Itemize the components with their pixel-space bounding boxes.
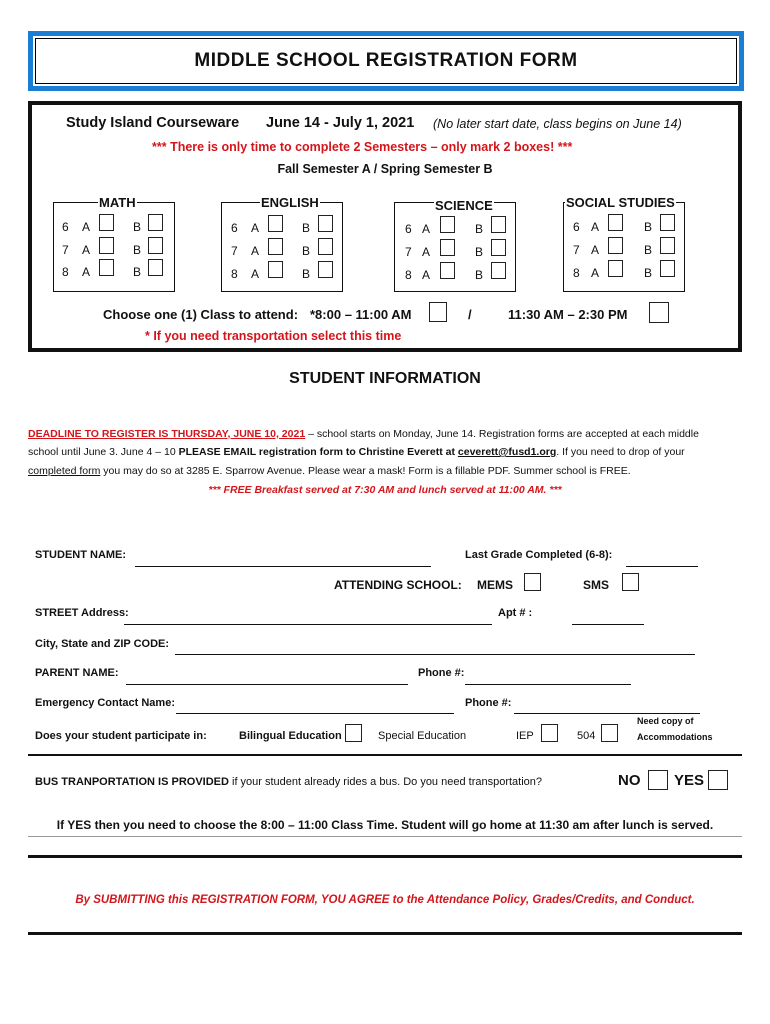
divider-thick-2 — [28, 932, 742, 935]
grade-label: 8 — [231, 267, 238, 281]
if-yes-note: If YES then you need to choose the 8:00 – 11:00 Class Time. Student will go home at 11:30 am after lunch is served. — [56, 818, 714, 832]
iep-label: IEP — [516, 730, 534, 742]
apt-label: Apt # : — [498, 607, 533, 619]
agreement-text: By SUBMITTING this REGISTRATION FORM, YOU AGREE to the Attendance Policy, Grades/Credits, and Conduct. — [75, 894, 695, 906]
bus-question: if your student already rides a bus. Do you need transportation? — [228, 776, 543, 788]
math-8b-checkbox[interactable] — [148, 259, 163, 276]
social-studies-title: SOCIAL STUDIES — [566, 195, 675, 210]
special-ed-label: Special Education — [378, 730, 467, 742]
info-text-2-end: . If you need to drop of your — [556, 446, 685, 458]
city-label: City, State and ZIP CODE: — [35, 638, 170, 650]
attending-school-label: ATTENDING SCHOOL: — [334, 578, 462, 592]
science-8b-checkbox[interactable] — [491, 262, 506, 279]
social-7b-checkbox[interactable] — [660, 237, 675, 254]
social-6b-checkbox[interactable] — [660, 214, 675, 231]
sem-a-label: A — [422, 222, 431, 236]
sem-b-label: B — [644, 266, 653, 280]
time-option-1-label: *8:00 – 11:00 AM — [310, 307, 412, 322]
course-name: Study Island Courseware — [66, 115, 240, 131]
info-text-3: you may do so at 3285 E. Sparrow Avenue. Please wear a mask! Form is a fillable PDF. Summer school is FREE. — [100, 465, 631, 477]
bus-no-checkbox[interactable] — [648, 770, 668, 790]
math-7b-checkbox[interactable] — [148, 237, 163, 254]
title-banner — [28, 31, 744, 91]
s504-label: 504 — [577, 730, 596, 742]
social-7a-checkbox[interactable] — [608, 237, 623, 254]
student-info-heading: STUDENT INFORMATION — [289, 370, 481, 387]
apt-field[interactable] — [572, 624, 644, 625]
sem-a-label: A — [82, 243, 91, 257]
phone-2-field[interactable] — [514, 713, 700, 714]
breakfast-note: *** FREE Breakfast served at 7:30 AM and lunch served at 11:00 AM. *** — [208, 484, 562, 496]
science-8a-checkbox[interactable] — [440, 262, 455, 279]
sem-b-label: B — [302, 244, 311, 258]
sem-b-label: B — [302, 267, 311, 281]
grade-label: 7 — [62, 243, 69, 257]
time-option-2-checkbox[interactable] — [649, 302, 669, 323]
science-title: SCIENCE — [435, 198, 493, 213]
sem-a-label: A — [422, 268, 431, 282]
yes-label: YES — [674, 772, 705, 789]
class-time-label: Choose one (1) Class to attend: — [103, 307, 299, 322]
last-grade-field[interactable] — [626, 566, 698, 567]
email-instruction: PLEASE EMAIL registration form to Christine Everett at — [178, 446, 458, 458]
grade-label: 6 — [62, 220, 69, 234]
grade-label: 8 — [573, 266, 580, 280]
sem-b-label: B — [302, 221, 311, 235]
sem-a-label: A — [251, 267, 260, 281]
math-6b-checkbox[interactable] — [148, 214, 163, 231]
english-7a-checkbox[interactable] — [268, 238, 283, 255]
english-6b-checkbox[interactable] — [318, 215, 333, 232]
sem-b-label: B — [133, 220, 142, 234]
sem-a-label: A — [591, 220, 600, 234]
street-label: STREET Address: — [35, 607, 129, 619]
grade-label: 7 — [231, 244, 238, 258]
info-text-2: school until June 3. June 4 – 10 — [28, 446, 179, 458]
english-7b-checkbox[interactable] — [318, 238, 333, 255]
sem-b-label: B — [475, 268, 484, 282]
social-8b-checkbox[interactable] — [660, 260, 675, 277]
grade-label: 8 — [405, 268, 412, 282]
participate-label: Does your student participate in: — [35, 730, 207, 742]
completed-form-text: completed form — [28, 465, 101, 477]
english-8a-checkbox[interactable] — [268, 261, 283, 278]
deadline-text: DEADLINE TO REGISTER IS THURSDAY, JUNE 10, 2021 — [28, 428, 306, 440]
time-separator: / — [468, 307, 472, 322]
sem-a-label: A — [251, 244, 260, 258]
form-title: MIDDLE SCHOOL REGISTRATION FORM — [194, 50, 578, 71]
mems-checkbox[interactable] — [524, 573, 541, 591]
math-title: MATH — [99, 195, 136, 210]
need-copy-line-1: Need copy of — [637, 716, 694, 726]
time-option-2-label: 11:30 AM – 2:30 PM — [508, 307, 628, 322]
semester-legend: Fall Semester A / Spring Semester B — [277, 162, 493, 176]
science-7b-checkbox[interactable] — [491, 239, 506, 256]
no-label: NO — [618, 772, 641, 789]
sem-b-label: B — [475, 245, 484, 259]
grade-label: 8 — [62, 265, 69, 279]
emergency-field[interactable] — [176, 713, 454, 714]
phone-field[interactable] — [465, 684, 631, 685]
sms-label: SMS — [583, 578, 610, 592]
math-7a-checkbox[interactable] — [99, 237, 114, 254]
iep-checkbox[interactable] — [541, 724, 558, 742]
sem-a-label: A — [251, 221, 260, 235]
bilingual-label: Bilingual Education — [239, 730, 342, 742]
sem-a-label: A — [82, 265, 91, 279]
divider-thin — [28, 836, 742, 837]
course-dates: June 14 - July 1, 2021 — [266, 115, 415, 131]
student-name-field[interactable] — [135, 566, 431, 567]
sem-b-label: B — [133, 265, 142, 279]
social-8a-checkbox[interactable] — [608, 260, 623, 277]
sem-b-label: B — [644, 243, 653, 257]
science-6b-checkbox[interactable] — [491, 216, 506, 233]
phone-label: Phone #: — [418, 667, 465, 679]
info-line-1 — [28, 428, 699, 440]
science-6a-checkbox[interactable] — [440, 216, 455, 233]
parent-field[interactable] — [126, 684, 408, 685]
section-divider — [28, 754, 742, 756]
student-name-label: STUDENT NAME: — [35, 549, 127, 561]
course-start-note: (No later start date, class begins on June 14) — [433, 117, 682, 131]
last-grade-label: Last Grade Completed (6-8): — [465, 549, 613, 561]
bus-bold: BUS TRANPORTATION IS PROVIDED — [35, 776, 229, 788]
need-copy-line-2: Accommodations — [637, 732, 713, 742]
divider-thick-1 — [28, 855, 742, 858]
info-line-2 — [28, 446, 685, 458]
sem-a-label: A — [82, 220, 91, 234]
phone-2-label: Phone #: — [465, 697, 512, 709]
email-link[interactable]: ceverett@fusd1.org — [457, 446, 557, 458]
grade-label: 7 — [405, 245, 412, 259]
bus-yes-checkbox[interactable] — [708, 770, 728, 790]
sem-a-label: A — [591, 266, 600, 280]
mems-label: MEMS — [477, 578, 513, 592]
street-field[interactable] — [124, 624, 492, 625]
info-line-3 — [28, 465, 631, 477]
grade-label: 7 — [573, 243, 580, 257]
bilingual-checkbox[interactable] — [345, 724, 362, 742]
grade-label: 6 — [405, 222, 412, 236]
english-8b-checkbox[interactable] — [318, 261, 333, 278]
emergency-label: Emergency Contact Name: — [35, 697, 175, 709]
bus-line — [35, 776, 542, 788]
sem-b-label: B — [644, 220, 653, 234]
social-6a-checkbox[interactable] — [608, 214, 623, 231]
grade-label: 6 — [231, 221, 238, 235]
city-field[interactable] — [175, 654, 695, 655]
transport-note: * If you need transportation select this time — [145, 329, 402, 343]
time-option-1-checkbox[interactable] — [429, 302, 447, 322]
sem-a-label: A — [422, 245, 431, 259]
sem-b-label: B — [133, 243, 142, 257]
grade-label: 6 — [573, 220, 580, 234]
english-6a-checkbox[interactable] — [268, 215, 283, 232]
english-title: ENGLISH — [261, 195, 319, 210]
science-7a-checkbox[interactable] — [440, 239, 455, 256]
parent-label: PARENT NAME: — [35, 667, 119, 679]
sms-checkbox[interactable] — [622, 573, 639, 591]
info-text-1: – school starts on Monday, June 14. Registration forms are accepted at each middle — [305, 428, 699, 440]
semester-warning: *** There is only time to complete 2 Semesters – only mark 2 boxes! *** — [152, 140, 573, 154]
math-8a-checkbox[interactable] — [99, 259, 114, 276]
sem-a-label: A — [591, 243, 600, 257]
s504-checkbox[interactable] — [601, 724, 618, 742]
sem-b-label: B — [475, 222, 484, 236]
math-6a-checkbox[interactable] — [99, 214, 114, 231]
